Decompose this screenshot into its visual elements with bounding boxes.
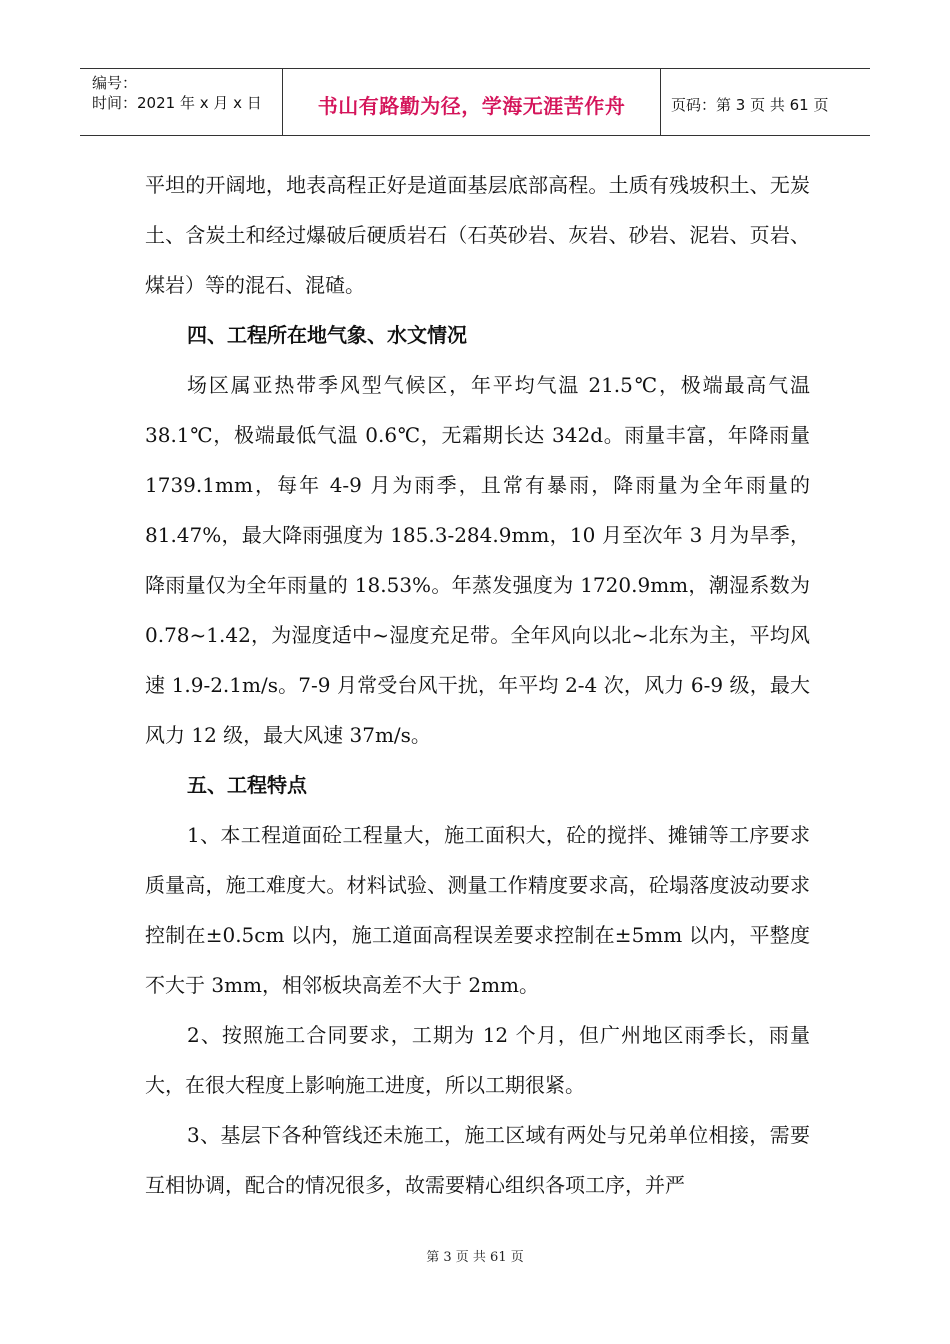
section-heading-features: 五、工程特点 (187, 773, 307, 797)
paragraph-feature-3: 3、基层下各种管线还未施工，施工区域有两处与兄弟单位相接，需要互相协调，配合的情况很多，故需要精心组织各项工序，并严 (145, 1123, 810, 1197)
document-body (145, 160, 810, 1210)
header-motto: 书山有路勤为径，学海无涯苦作舟 (283, 69, 661, 135)
paragraph-site-terrain: 平坦的开阔地，地表高程正好是道面基层底部高程。土质有残坡积土、无炭土、含炭土和经过爆破后硬质岩石（石英砂岩、灰岩、砂岩、泥岩、页岩、煤岩）等的混石、混碴。 (145, 173, 810, 297)
header-meta (80, 69, 283, 135)
header-page-info: 页码：第 3 页 共 61 页 (671, 95, 829, 114)
page-footer: 第 3 页 共 61 页 (426, 1250, 524, 1265)
paragraph-climate: 场区属亚热带季风型气候区，年平均气温 21.5℃，极端最高气温 38.1℃，极端最低气温 0.6℃，无霜期长达 342d。雨量丰富，年降雨量 1739.1mm，每年 4-9 月为雨季，且常有暴雨，降雨量为全年雨量的 81.47%，最大降雨强度为 185.3-284.9mm，10 月至次年 3 月为旱季，降雨量仅为全年雨量的 18.53%。年蒸发强度为 1720.9mm，潮湿系数为 0.78~1.42，为湿度适中~湿度充足带。全年风向以北~北东为主，平均风速 1.9-2.1m/s。7-9 月常受台风干扰，年平均 2-4 次，风力 6-9 级，最大风力 12 级，最大风速 37m/s。 (145, 373, 810, 747)
header-number-label: 编号： (92, 74, 138, 92)
paragraph-feature-1: 1、本工程道面砼工程量大，施工面积大，砼的搅拌、摊铺等工序要求质量高，施工难度大。材料试验、测量工作精度要求高，砼塌落度波动要求控制在±0.5cm 以内，施工道面高程误差要求控制在±5mm 以内，平整度不大于 3mm，相邻板块高差不大于 2mm。 (145, 823, 810, 997)
header-time-label: 时间：2021 年 x 月 x 日 (92, 94, 262, 112)
document-header (80, 68, 870, 136)
paragraph-feature-2: 2、按照施工合同要求，工期为 12 个月，但广州地区雨季长，雨量大，在很大程度上影响施工进度，所以工期很紧。 (145, 1023, 810, 1097)
section-heading-climate: 四、工程所在地气象、水文情况 (187, 323, 467, 347)
